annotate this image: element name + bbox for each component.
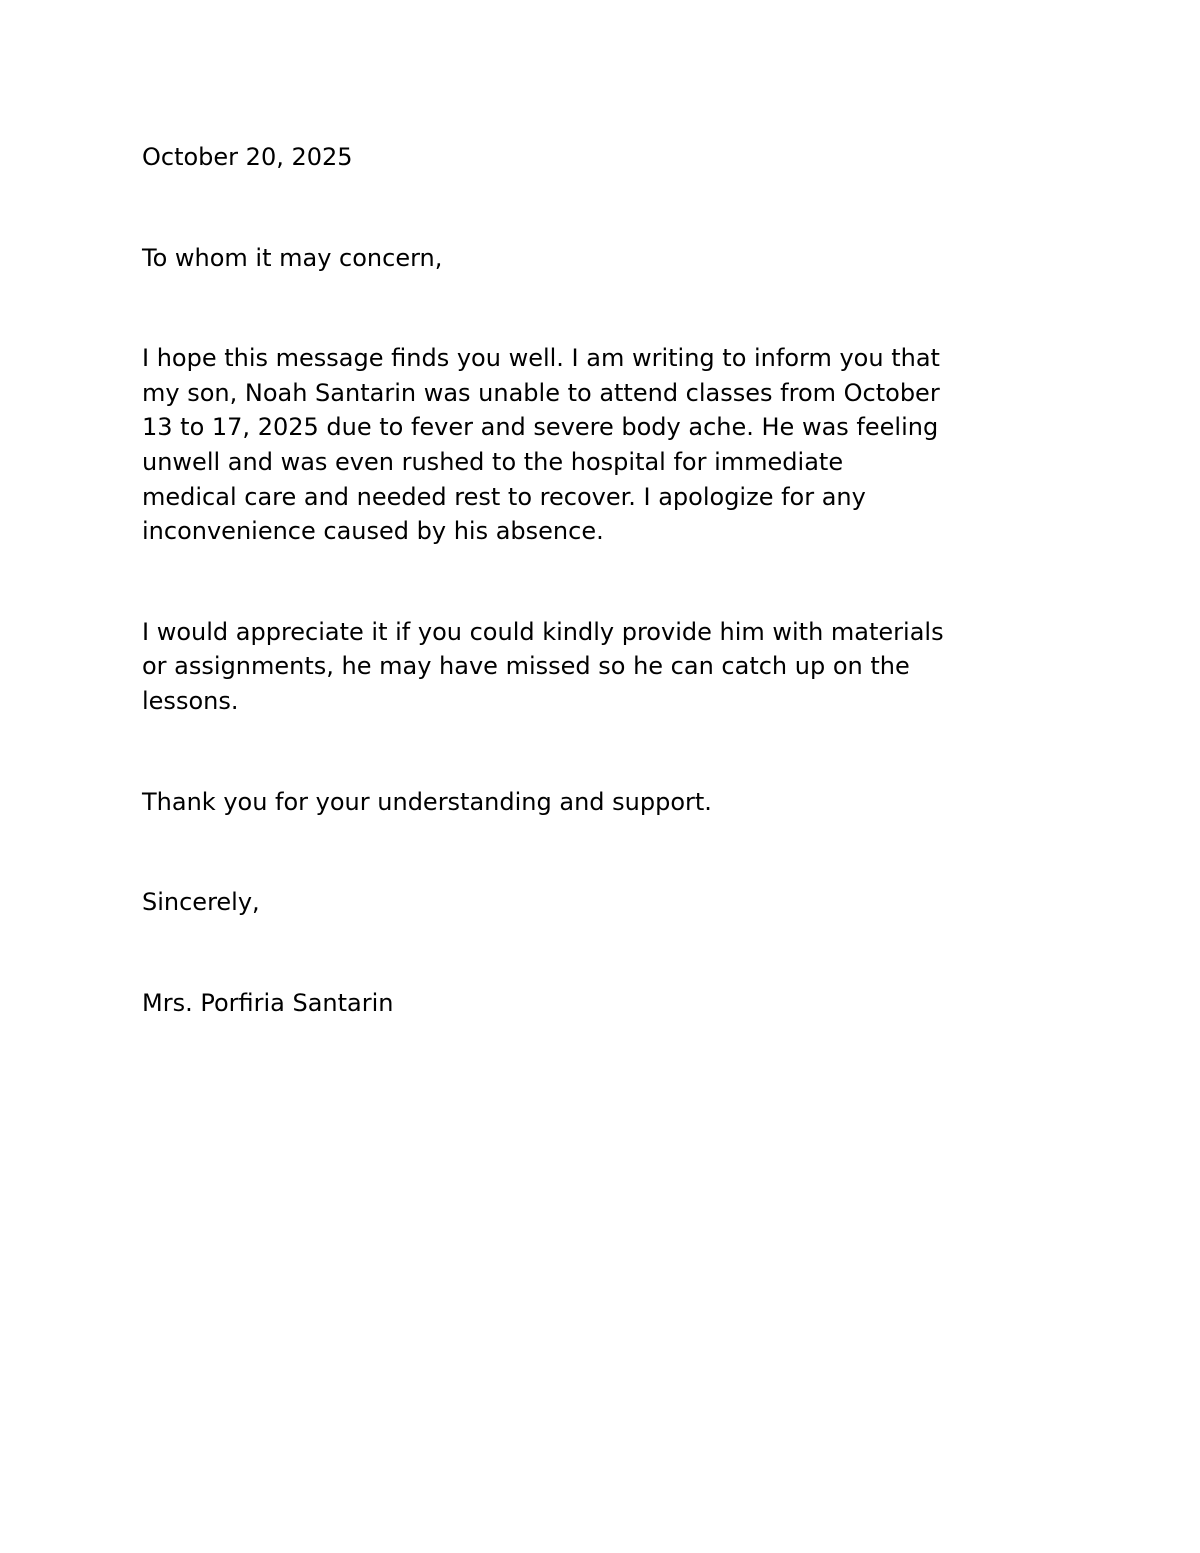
spacer [142,719,1082,785]
letter-closing: Sincerely, [142,888,260,917]
letter-salutation: To whom it may concern, [142,243,443,272]
paragraph-line: lessons. [142,686,239,715]
paragraph-line: my son, Noah Santarin was unable to attend classes from October [142,378,940,407]
letter-date: October 20, 2025 [142,143,353,171]
paragraph-absence [142,341,1082,549]
spacer [142,819,1082,885]
paragraph-line: I would appreciate it if you could kindly provide him with materials [142,617,944,646]
paragraph-request [142,615,1082,719]
letter-signature: Mrs. Porfiria Santarin [142,988,394,1017]
paragraph-line: inconvenience caused by his absence. [142,517,604,546]
spacer [142,275,1082,341]
spacer [142,549,1082,615]
paragraph-line: 13 to 17, 2025 due to fever and severe body ache. He was feeling [142,413,939,442]
letter-body [142,140,1082,1020]
paragraph-line: or assignments, he may have missed so he can catch up on the [142,652,910,681]
spacer [142,920,1082,986]
paragraph-line: unwell and was even rushed to the hospital for immediate [142,447,844,476]
spacer [142,175,1082,241]
letter-thanks: Thank you for your understanding and support. [142,787,712,816]
paragraph-line: medical care and needed rest to recover. I apologize for any [142,482,866,511]
paragraph-line: I hope this message finds you well. I am writing to inform you that [142,344,940,373]
